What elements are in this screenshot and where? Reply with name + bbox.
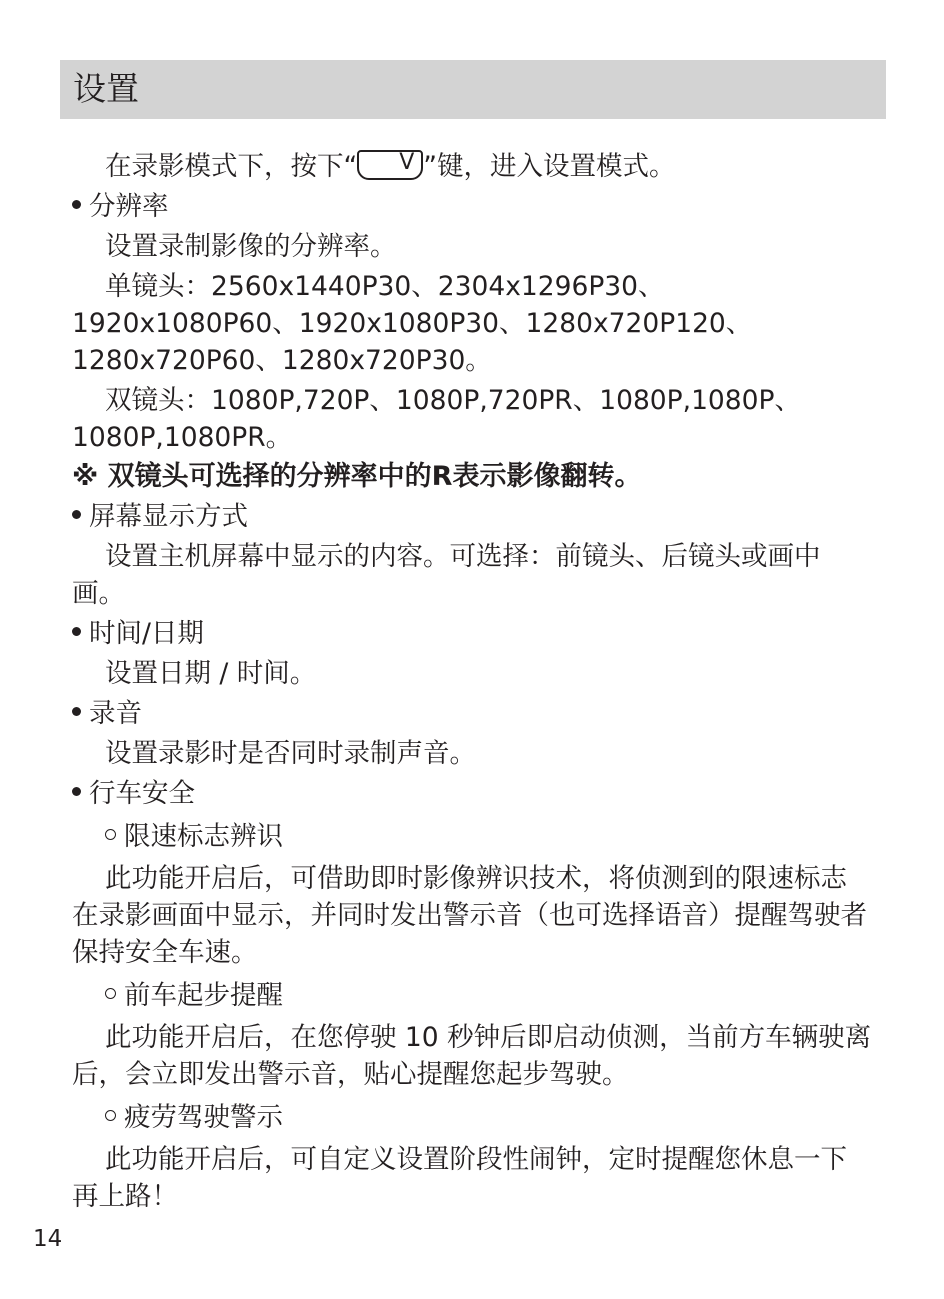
circle-bullet-icon [105,988,116,999]
resolution-heading-text: 分辨率 [89,191,169,222]
bullet-icon [72,707,81,716]
display-desc: 设置主机屏幕中显示的内容。可选择：前镜头、后镜头或画中画。 [72,541,821,609]
content-body [72,148,872,1215]
display-heading-text: 屏幕显示方式 [89,501,248,532]
front-start-heading [105,977,872,1014]
fatigue-heading [105,1099,872,1136]
audio-heading-text: 录音 [89,698,142,729]
safety-heading-text: 行车安全 [89,778,195,809]
resolution-desc: 设置录制影像的分辨率。 [105,231,397,262]
resolution-note: ※ 双镜头可选择的分辨率中的R表示影像翻转。 [72,461,642,492]
intro-paragraph [72,148,872,185]
display-heading [72,498,872,535]
resolution-single: 单镜头：2560x1440P30、2304x1296P30、1920x1080P60、1920x1080P30、1280x720P120、1280x720P60、1280x720P30。 [72,271,753,376]
front-start-desc: 此功能开启后，在您停驶 10 秒钟后即启动侦测，当前方车辆驶离后，会立即发出警示音，贴心提醒您起步驾驶。 [72,1022,872,1090]
datetime-desc: 设置日期 / 时间。 [105,658,317,689]
down-key-label: V [399,149,415,175]
resolution-dual: 双镜头：1080P,720P、1080P,720PR、1080P,1080P、1080P,1080PR。 [72,385,801,453]
front-start-heading-text: 前车起步提醒 [124,980,283,1011]
speed-sign-heading [105,818,872,855]
circle-bullet-icon [105,829,116,840]
circle-bullet-icon [105,1110,116,1121]
bullet-icon [72,510,81,519]
section-title: 设置 [73,69,139,108]
page-number: 14 [33,1226,63,1252]
audio-heading [72,695,872,732]
intro-text-before: 在录影模式下，按下“ [105,151,358,182]
datetime-heading [72,615,872,652]
down-key-icon [357,150,423,180]
datetime-heading-text: 时间/日期 [89,618,204,649]
fatigue-desc: 此功能开启后，可自定义设置阶段性闹钟，定时提醒您休息一下再上路！ [72,1144,847,1212]
audio-desc: 设置录影时是否同时录制声音。 [105,738,476,769]
intro-text-after: ”键，进入设置模式。 [423,151,676,182]
bullet-icon [72,787,81,796]
safety-heading [72,775,872,812]
bullet-icon [72,200,81,209]
fatigue-heading-text: 疲劳驾驶警示 [124,1102,283,1133]
bullet-icon [72,627,81,636]
speed-sign-desc: 此功能开启后，可借助即时影像辨识技术，将侦测到的限速标志在录影画面中显示，并同时发出警示音（也可选择语音）提醒驾驶者保持安全车速。 [72,863,867,968]
section-header-bar [60,60,886,119]
speed-sign-heading-text: 限速标志辨识 [124,821,283,852]
resolution-heading [72,188,872,225]
